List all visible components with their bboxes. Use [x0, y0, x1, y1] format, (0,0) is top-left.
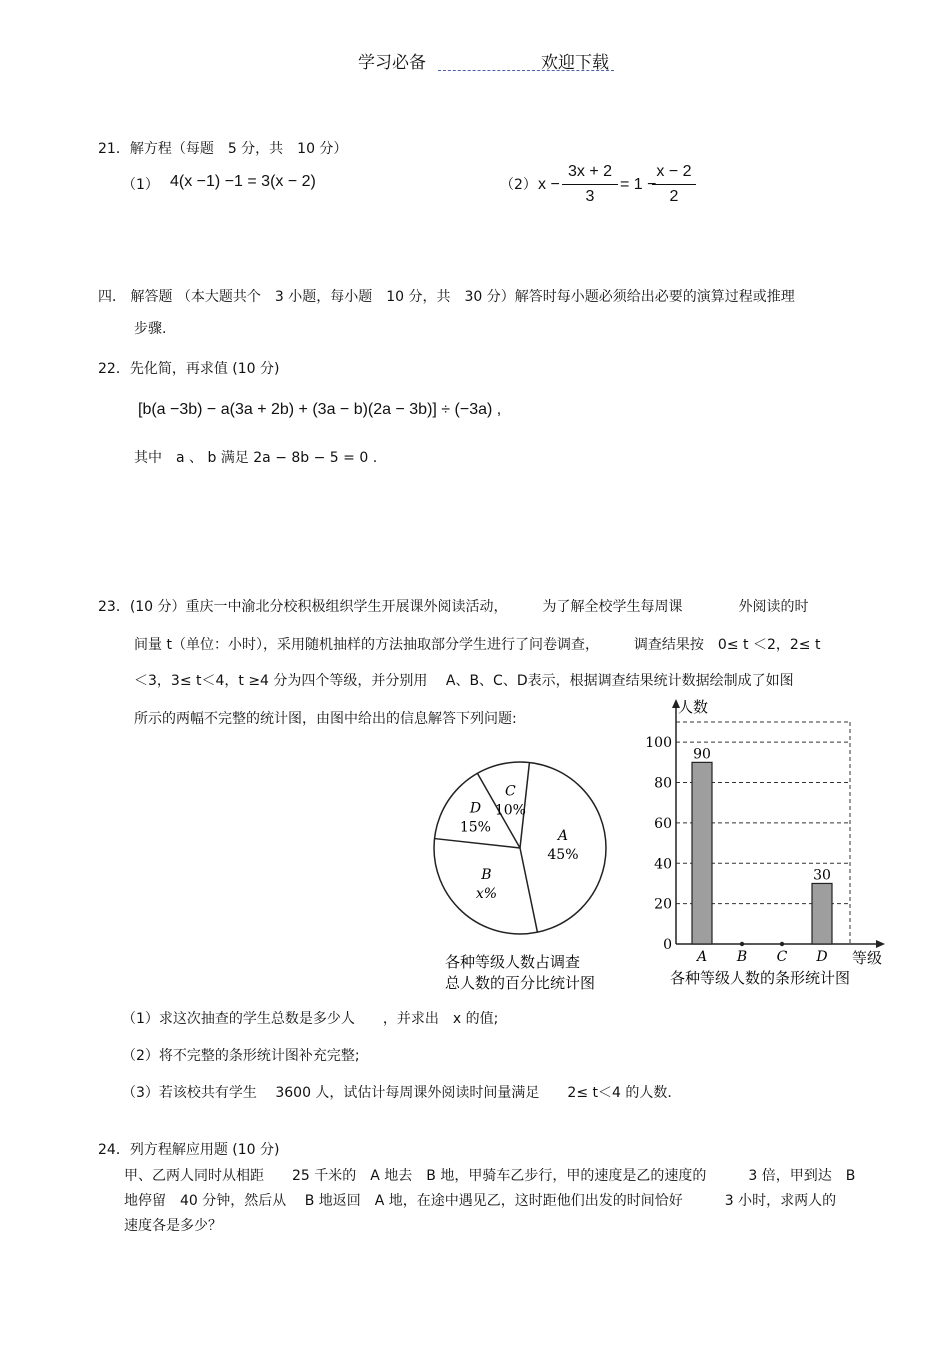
q21-p2-mid: = 1 − [620, 176, 657, 193]
q21-p1-label: （1） [122, 177, 159, 193]
bar-empty-marker-c [780, 942, 784, 946]
bar-value-label-a: 90 [693, 746, 711, 763]
bar-a [692, 762, 712, 944]
bar-y-tick-100: 100 [645, 735, 672, 752]
pie-label-d: D [469, 800, 482, 817]
pie-value-c: 10% [494, 802, 526, 819]
bar-chart-title: 各种等级人数的条形统计图 [670, 969, 851, 987]
bar-y-tick-60: 60 [654, 815, 672, 832]
pie-label-c: C [505, 783, 516, 800]
bar-d [812, 883, 832, 944]
q21-p1-equation: 4(x −1) −1 = 3(x − 2) [170, 173, 316, 190]
pie-chart [420, 760, 620, 995]
pie-label-a: A [557, 827, 569, 844]
q23-line-2: 间量 t（单位：小时），采用随机抽样的方法抽取部分学生进行了问卷调查， 调查结果按 0≤ t ＜2，2≤ t [134, 637, 821, 653]
pie-caption-line-2: 总人数的百分比统计图 [445, 974, 596, 992]
pie-value-a: 45% [547, 846, 579, 863]
q24-line-3: 速度各是多少？ [124, 1218, 222, 1234]
bar-y-tick-0: 0 [663, 937, 672, 953]
pie-caption-line-1: 各种等级人数占调查 [445, 953, 581, 971]
bar-category-c: C [776, 949, 788, 965]
fraction-2-denominator: 2 [669, 188, 679, 205]
bar-category-b: B [736, 949, 748, 965]
section-4-heading: 四． 解答题 （本大题共个 3 小题，每小题 10 分，共 30 分）解答时每小题必须给出必要的演算过程或推理 [98, 289, 795, 305]
q23-sub-1: （1）求这次抽查的学生总数是多少人 ，并求出 x 的值; [122, 1011, 499, 1027]
header-left: 学习必备 [358, 53, 426, 73]
q22-title: 22．先化简，再求值 (10 分) [98, 361, 280, 377]
header-right: 欢迎下载 [541, 53, 609, 73]
bar-y-axis-label: 人数 [678, 698, 709, 716]
pie-value-b: x% [475, 885, 498, 902]
bar-y-tick-80: 80 [654, 775, 672, 792]
bar-y-tick-20: 20 [654, 896, 672, 913]
q23-line-1: 23．(10 分）重庆一中渝北分校积极组织学生开展课外阅读活动， 为了解全校学生每周课 外阅读的时 [98, 599, 809, 615]
pie-value-d: 15% [459, 819, 491, 836]
q21-title: 21．解方程（每题 5 分，共 10 分） [98, 141, 348, 157]
q24-line-2: 地停留 40 分钟，然后从 B 地返回 A 地，在途中遇见乙，这时距他们出发的时间恰好 3 小时，求两人的 [124, 1193, 837, 1209]
bar-x-axis-label: 等级 [852, 949, 883, 967]
q21-p2-label: （2） [500, 177, 537, 193]
bar-x-axis-arrow [876, 940, 885, 948]
q24-line-1: 甲、乙两人同时从相距 25 千米的 A 地去 B 地，甲骑车乙步行，甲的速度是乙的速度的 3 倍，甲到达 B [124, 1168, 856, 1184]
header-divider [438, 70, 614, 71]
q22-condition: 其中 a 、 b 满足 2a − 8b − 5 = 0 . [134, 450, 378, 466]
q23-sub-2: （2）将不完整的条形统计图补充完整; [122, 1048, 360, 1064]
fraction-2-numerator: x − 2 [656, 163, 692, 180]
bar-y-tick-40: 40 [654, 856, 672, 873]
section-4-heading-cont: 步骤. [134, 321, 167, 337]
bar-empty-marker-b [740, 942, 744, 946]
q21-p2-x: x − [538, 176, 560, 193]
q23-line-4: 所示的两幅不完整的统计图，由图中给出的信息解答下列问题: [134, 711, 517, 727]
pie-label-b: B [481, 866, 492, 883]
q21-p2-fraction-2 [652, 163, 696, 206]
q21-p2-fraction-1 [562, 163, 618, 206]
fraction-1-numerator: 3x + 2 [567, 163, 613, 180]
q23-sub-3: （3）若该校共有学生 3600 人，试估计每周课外阅读时间量满足 2≤ t＜4 的人数. [122, 1085, 672, 1101]
bar-value-label-d: 30 [813, 867, 831, 884]
fraction-1-denominator: 3 [585, 188, 595, 205]
q24-title: 24．列方程解应用题 (10 分) [98, 1142, 280, 1158]
q23-line-3: ＜3，3≤ t＜4，t ≥4 分为四个等级，并分别用 A、B、C、D表示，根据调查结果统计数据绘制成了如图 [134, 673, 794, 689]
q22-expression: [b(a −3b) − a(3a + 2b) + (3a − b)(2a − 3b)] ÷ (−3a) , [138, 401, 502, 418]
bar-category-d: D [816, 949, 828, 965]
bar-chart [636, 696, 896, 996]
bar-category-a: A [696, 949, 708, 965]
